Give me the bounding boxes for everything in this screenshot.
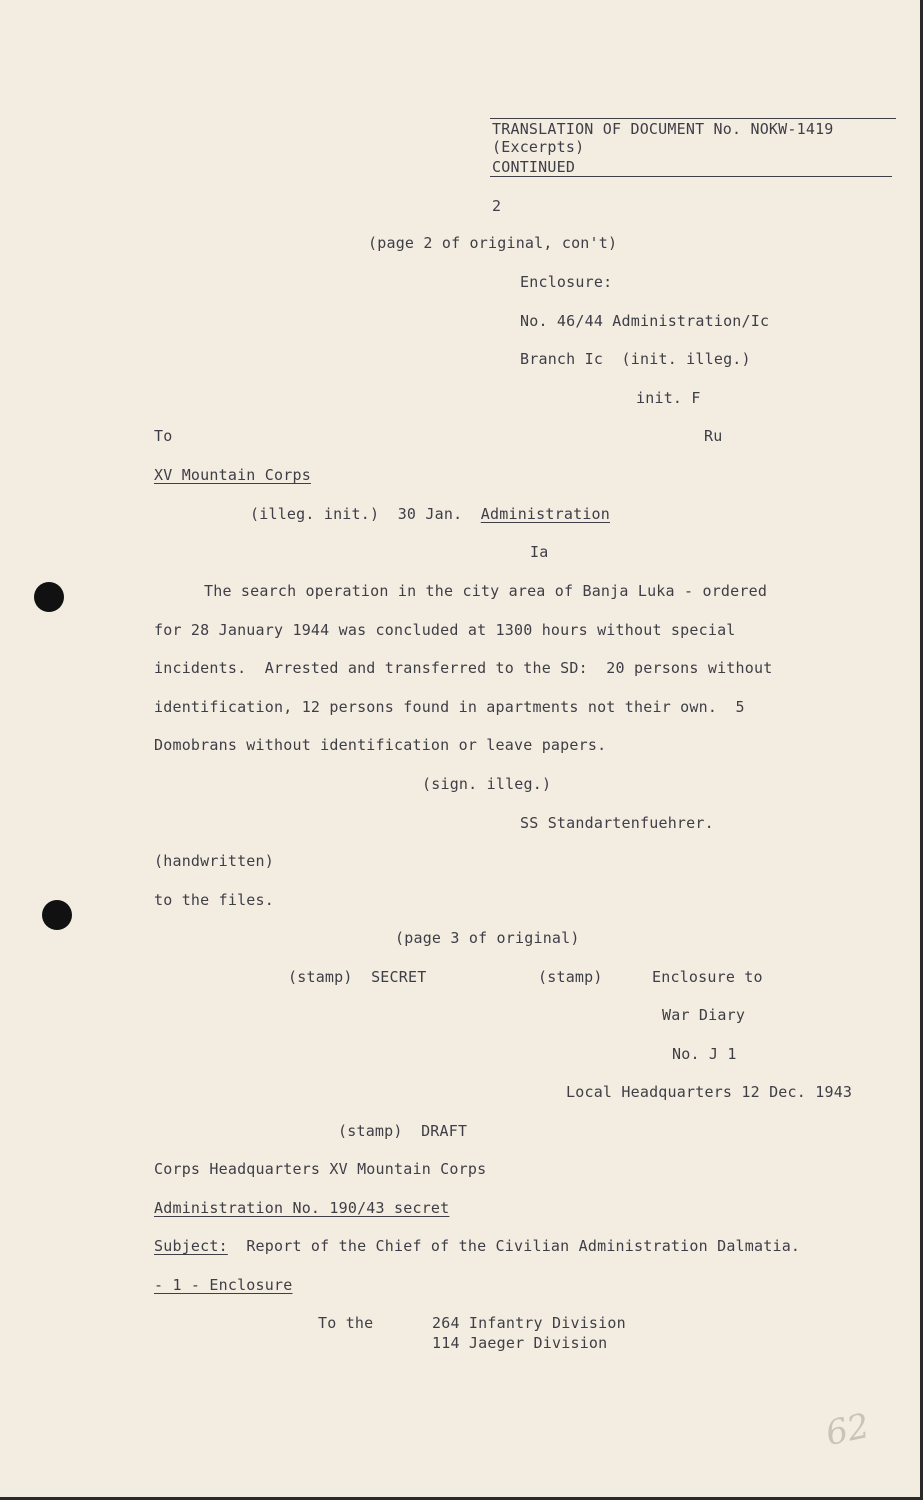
page-number: 2 [492, 197, 502, 215]
document-title: TRANSLATION OF DOCUMENT No. NOKW-1419 [492, 120, 834, 138]
enclosure-number: No. 46/44 Administration/Ic [520, 312, 770, 330]
division-item: 264 Infantry Division [432, 1314, 626, 1332]
body-line: Domobrans without identification or leave papers. [154, 736, 607, 754]
illeg-init-prefix: (illeg. init.) 30 Jan. [250, 505, 481, 523]
punch-hole [34, 582, 64, 612]
body-line: identification, 12 persons found in apartments not their own. 5 [154, 698, 745, 716]
rank: SS Standartenfuehrer. [520, 814, 714, 832]
signature: (sign. illeg.) [422, 775, 552, 793]
draft-stamp: (stamp) DRAFT [338, 1122, 468, 1140]
init-line: init. F [636, 389, 701, 407]
war-diary-number: No. J 1 [672, 1045, 737, 1063]
division-item: 114 Jaeger Division [432, 1334, 608, 1352]
enclosure-count: - 1 - Enclosure [154, 1276, 293, 1294]
corps-hq: Corps Headquarters XV Mountain Corps [154, 1160, 487, 1178]
enclosure-label: Enclosure: [520, 273, 613, 291]
secret-stamp: (stamp) SECRET [288, 968, 427, 986]
to-label: To [154, 427, 173, 445]
local-hq-date: Local Headquarters 12 Dec. 1943 [566, 1083, 853, 1101]
to-the-label: To the [318, 1314, 374, 1332]
administration-number: Administration No. 190/43 secret [154, 1199, 450, 1217]
page3-note: (page 3 of original) [395, 929, 580, 947]
body-line: incidents. Arrested and transferred to the SD: 20 persons without [154, 659, 773, 677]
body-line: The search operation in the city area of Banja Luka - ordered [204, 582, 768, 600]
punch-hole [42, 900, 72, 930]
subject-text: Report of the Chief of the Civilian Administration Dalmatia. [227, 1237, 801, 1255]
recipient: XV Mountain Corps [154, 466, 311, 484]
header-bottom-rule [490, 176, 892, 177]
subject-line [154, 1236, 800, 1256]
stamp-label: (stamp) [538, 968, 603, 986]
subject-label: Subject: [154, 1237, 228, 1255]
enclosure-to: Enclosure to [652, 968, 763, 986]
pencil-mark: 62 [822, 1405, 873, 1455]
ia-line: Ia [530, 543, 549, 561]
ru-line: Ru [704, 427, 723, 445]
handwritten-note: (handwritten) [154, 852, 274, 870]
excerpts-label: (Excerpts) [492, 138, 585, 156]
continued-label: CONTINUED [492, 158, 576, 176]
administration-dept: Administration [480, 505, 611, 523]
illeg-init-line [250, 504, 610, 524]
body-line: for 28 January 1944 was concluded at 1300 hours without special [154, 621, 736, 639]
war-diary: War Diary [662, 1006, 746, 1024]
page2-note: (page 2 of original, con't) [368, 234, 618, 252]
branch-line: Branch Ic (init. illeg.) [520, 350, 751, 368]
to-files-note: to the files. [154, 891, 274, 909]
